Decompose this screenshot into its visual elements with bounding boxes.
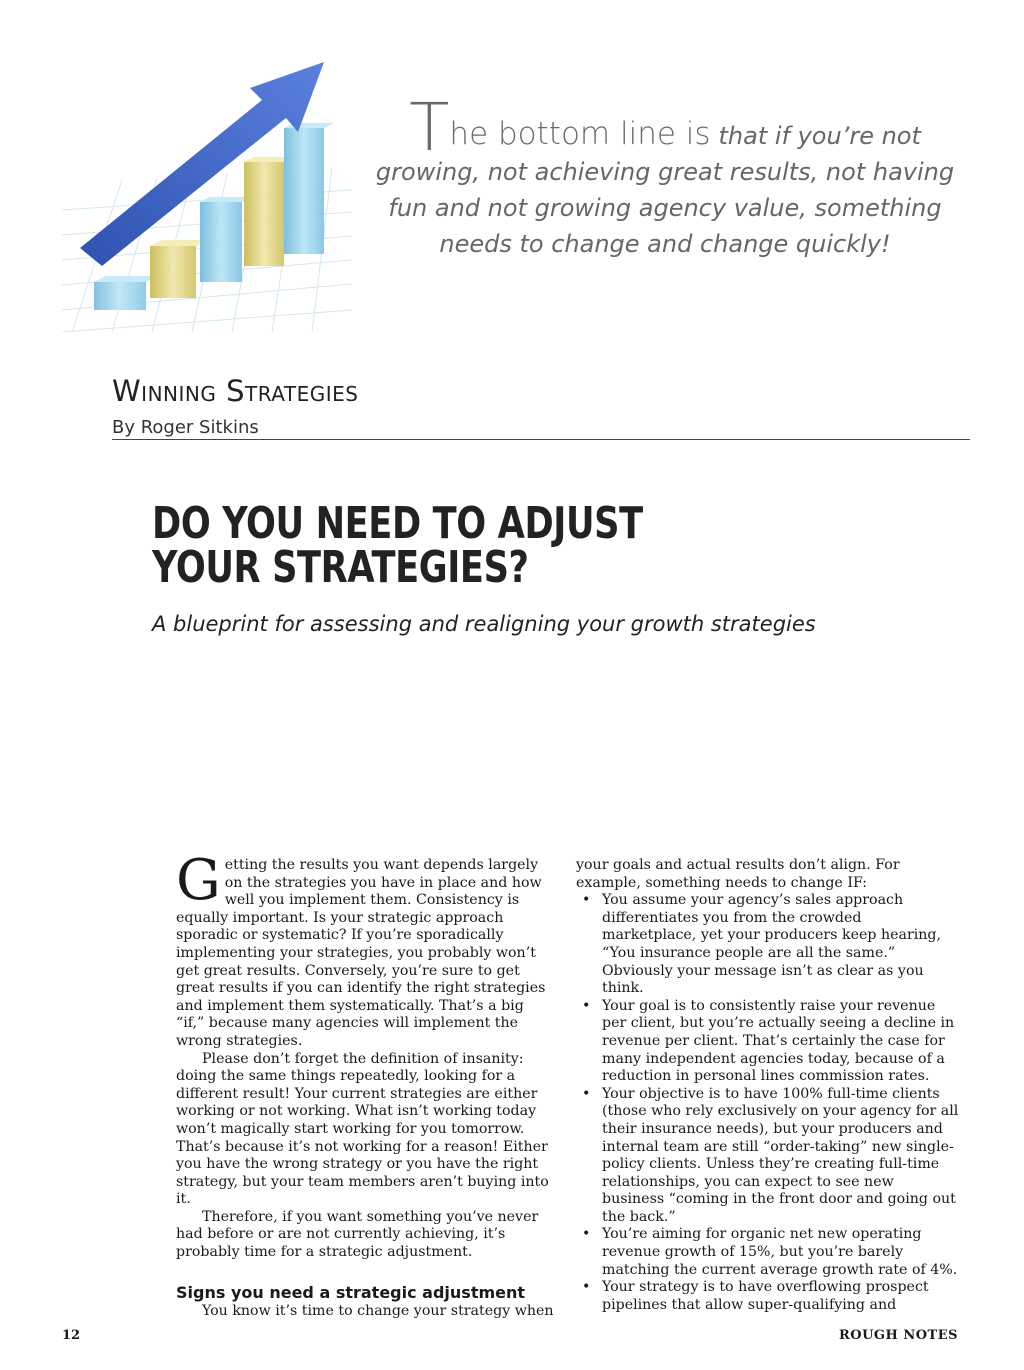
paragraph-1 <box>176 848 556 1051</box>
article-column-right <box>576 857 960 1314</box>
section-title: Winning Strategies <box>112 374 359 408</box>
article-headline <box>152 498 643 593</box>
signs-list <box>576 892 960 1314</box>
byline: By Roger Sitkins <box>112 417 259 438</box>
drop-cap: G <box>176 848 221 913</box>
list-item: • Your strategy is to have overflowing prospect pipelines that allow super-qualifying and <box>602 1279 960 1314</box>
paragraph-1-text: etting the results you want depends largely on the strategies you have in place and how well you implement them. Consistency is equally important. Is your strategic approach sporadic or systematic? If you’re sporadically implementing your strategies, you probably won’t get great results. Conversely, you’re sure to get great results if you can identify the right strategies and implement them systematically. That’s a big “if,” because many agencies will implement the wrong strategies. <box>176 857 546 1049</box>
divider <box>112 439 970 440</box>
headline-line-1: DO YOU NEED TO ADJUST <box>152 498 643 549</box>
headline-line-2: YOUR STRATEGIES? <box>152 542 529 593</box>
paragraph-2: Please don’t forget the definition of insanity: doing the same things repeatedly, looking for a different result! Your current strategies are either working or not working. What isn’t working today won’t magically start working for you tomorrow. That’s because it’s not working for a reason! Either you have the wrong strategy or you have the right strategy, but your team members aren’t buying into it. <box>176 1050 549 1208</box>
article-subhead: A blueprint for assessing and realigning your growth strategies <box>152 612 816 636</box>
bar-5 <box>284 123 334 254</box>
page-number: 12 <box>62 1328 81 1343</box>
pull-quote-lead: he bottom line is <box>449 116 711 152</box>
list-item: • You assume your agency’s sales approach differentiates you from the crowded marketplace, yet your producers keep hearing, “You insurance people are all the same.” Obviously your message isn’t as clear as you think. <box>602 892 960 998</box>
pull-quote-text: that if you’re not growing, not achieving great results, not having fun and not growing agency value, something needs to change and change quickly! <box>375 122 955 258</box>
growth-chart-illustration <box>62 60 352 332</box>
paragraph-4: You know it’s time to change your strategy when <box>202 1303 554 1320</box>
bar-1 <box>94 276 158 310</box>
list-item: • Your goal is to consistently raise your revenue per client, but you’re actually seeing a decline in revenue per client. That’s certainly the case for many independent agencies today, because of a reduction in personal lines commission rates. <box>602 998 960 1086</box>
publication-name: ROUGH NOTES <box>838 1328 958 1343</box>
paragraph-3: Therefore, if you want something you’ve never had before or are not currently achieving, it’s probably time for a strategic adjustment. <box>176 1208 539 1261</box>
pull-quote-initial: T <box>409 89 450 166</box>
right-column-intro: your goals and actual results don’t align. For example, something needs to change IF: <box>576 857 900 891</box>
subsection-title: Signs you need a strategic adjustment <box>176 1282 526 1302</box>
article-column-left <box>176 848 556 1321</box>
list-item: • You’re aiming for organic net new operating revenue growth of 15%, but you’re barely matching the current average growth rate of 4%. <box>602 1226 960 1279</box>
pull-quote <box>370 89 960 262</box>
list-item: • Your objective is to have 100% full-time clients (those who rely exclusively on your agency for all their insurance needs), but your producers and internal team are still “order-taking” new single-policy clients. Unless they’re creating full-time relationships, you can expect to see new business “coming in the front door and going out the back.” <box>602 1086 960 1227</box>
